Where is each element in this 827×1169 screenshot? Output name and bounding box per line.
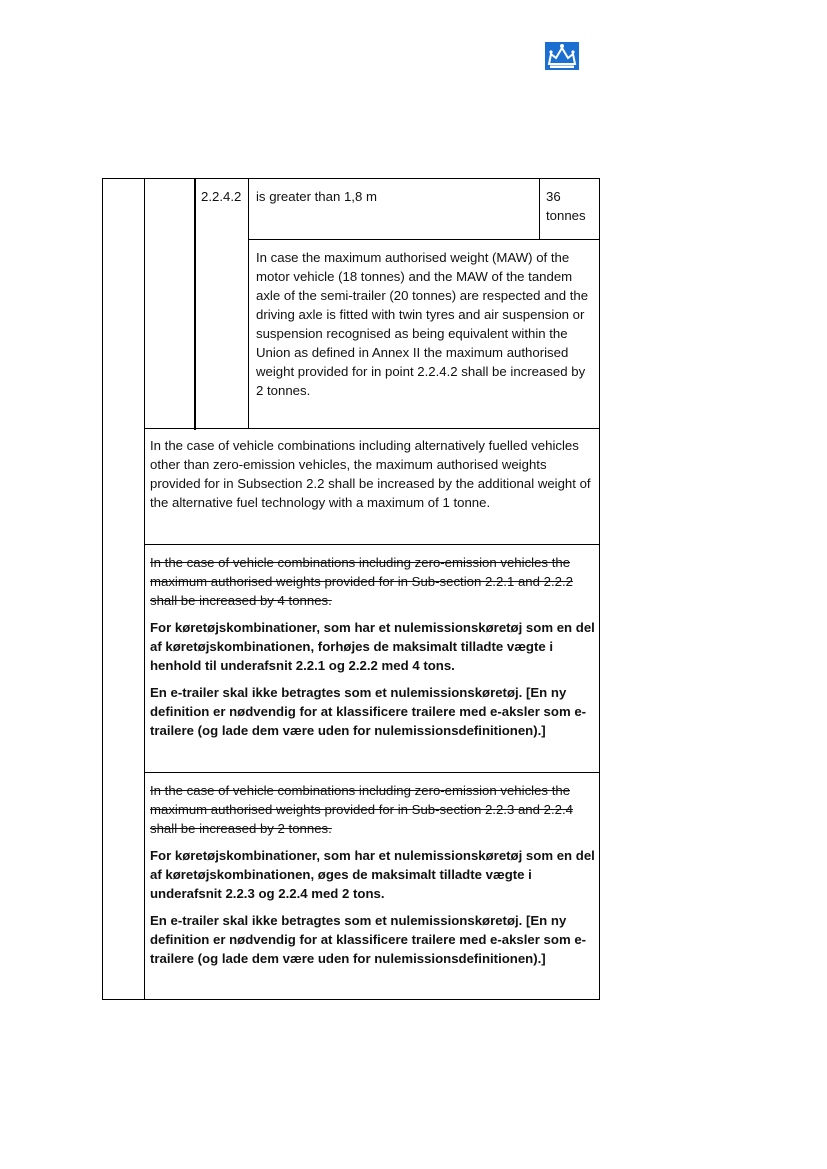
- section-number: 2.2.4.2: [201, 189, 242, 204]
- row-divider: [144, 544, 600, 545]
- danish-amendment: For køretøjskombinationer, som har et nulemissionskøretøj som en del af køretøjskombinationen, forhøjes de maksimalt tilladte vægte i henhold til underafsnit 2.2.1 og 2.2.2 med 4 tons.: [150, 620, 595, 673]
- maw-note: In case the maximum authorised weight (MAW) of the motor vehicle (18 tonnes) and the MAW of the tandem axle of the semi-trailer (20 tonnes) are respected and the driving axle is fitted with twin tyres and air suspension or suspension recognised as being equivalent within the Union as defined in Annex II the maximum authorised weight provided for in point 2.2.4.2 shall be increased by 2 tonnes.: [256, 250, 589, 398]
- danish-comment: En e-trailer skal ikke betragtes som et nulemissionskøretøj. [En ny definition er nødvendig for at klassificere trailere med e-aksler som e-trailere (og lade dem være uden for nulemissionsdefinitionen).]: [150, 913, 587, 966]
- column-divider: [194, 178, 196, 430]
- crown-icon: [545, 42, 579, 70]
- row-divider: [144, 428, 600, 429]
- danish-amendment: For køretøjskombinationer, som har et nulemissionskøretøj som en del af køretøjskombinationen, øges de maksimalt tilladte vægte i underafsnit 2.2.3 og 2.2.4 med 2 tons.: [150, 848, 595, 901]
- block-1: [150, 553, 596, 740]
- column-divider: [248, 178, 249, 428]
- danish-comment: En e-trailer skal ikke betragtes som et nulemissionskøretøj. [En ny definition er nødvendig for at klassificere trailere med e-aksler som e-trailere (og lade dem være uden for nulemissionsdefinitionen).]: [150, 685, 587, 738]
- row-divider: [144, 772, 600, 773]
- struck-text: In the case of vehicle combinations including zero-emission vehicles the maximum authorised weights provided for in Sub-section 2.2.1 and 2.2.2 shall be increased by 4 tonnes.: [150, 555, 573, 608]
- condition-text: is greater than 1,8 m: [256, 189, 377, 204]
- row-divider: [248, 239, 600, 240]
- struck-text: In the case of vehicle combinations including zero-emission vehicles the maximum authorised weights provided for in Sub-section 2.2.3 and 2.2.4 shall be increased by 2 tonnes.: [150, 783, 573, 836]
- weight-value: 36 tonnes: [546, 189, 586, 223]
- block-2: [150, 781, 596, 968]
- alternative-fuel-paragraph: In the case of vehicle combinations including alternatively fuelled vehicles other than zero-emission vehicles, the maximum authorised weights provided for in Subsection 2.2 shall be increased by the additional weight of the alternative fuel technology with a maximum of 1 tonne.: [150, 438, 591, 510]
- column-divider: [144, 178, 145, 1000]
- column-divider: [539, 178, 540, 239]
